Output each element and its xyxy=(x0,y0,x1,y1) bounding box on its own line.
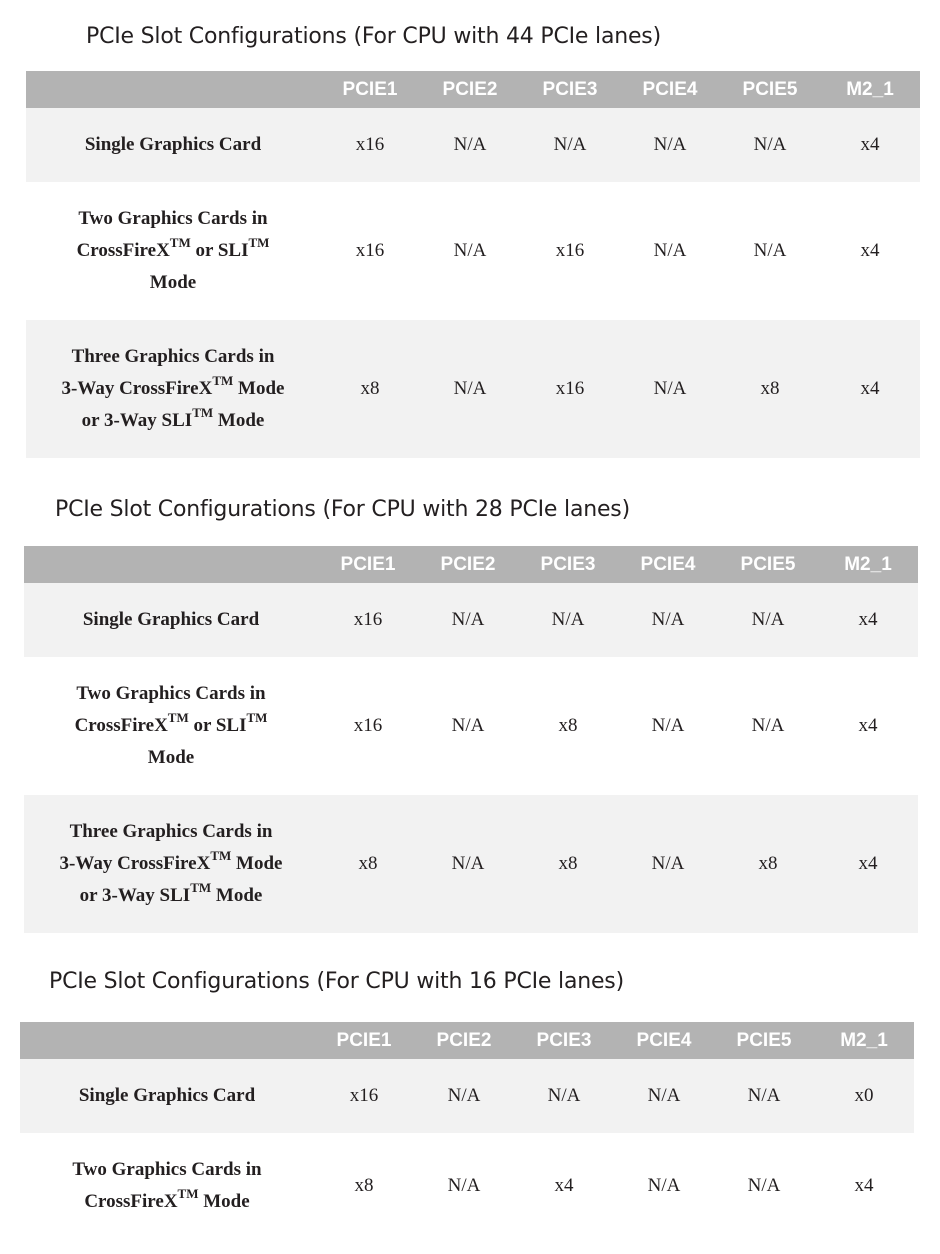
mode-line: CrossFireX™ Mode xyxy=(84,1185,250,1212)
value-cell: x16 xyxy=(520,320,620,458)
trademark-mark: TM xyxy=(246,709,268,725)
value-cell: N/A xyxy=(451,715,485,736)
value-cell: x8 xyxy=(718,795,818,933)
value-cell: x4 xyxy=(820,320,920,458)
table-header-row xyxy=(20,1022,914,1059)
trademark-mark: TM xyxy=(167,709,189,725)
value-cell: N/A xyxy=(620,320,720,458)
trademark-mark: TM xyxy=(248,234,270,250)
value-cell: x4 xyxy=(554,1175,574,1196)
mode-line: Mode xyxy=(149,272,197,293)
value-cell: N/A xyxy=(751,715,785,736)
table-row xyxy=(24,583,918,657)
value-cell: N/A xyxy=(420,320,520,458)
value-cell: N/A xyxy=(453,240,487,261)
header-cell xyxy=(20,1022,314,1059)
header-cell: PCIE1 xyxy=(318,546,418,583)
value-cell: x16 xyxy=(555,240,585,261)
value-cell: N/A xyxy=(753,240,787,261)
value-cell: x16 xyxy=(318,583,418,657)
trademark-mark: TM xyxy=(192,404,214,420)
config-table xyxy=(24,546,918,933)
value-cell: N/A xyxy=(718,583,818,657)
trademark-mark: TM xyxy=(210,847,232,863)
value-cell: N/A xyxy=(747,1175,781,1196)
mode-cell xyxy=(24,583,318,657)
value-cell: N/A xyxy=(720,108,820,182)
value-cell: x16 xyxy=(355,240,385,261)
value-cell: N/A xyxy=(651,715,685,736)
header-cell: M2_1 xyxy=(814,1022,914,1059)
value-cell: x16 xyxy=(353,715,383,736)
header-cell: M2_1 xyxy=(820,71,920,108)
trademark-mark: TM xyxy=(190,879,212,895)
value-cell: N/A xyxy=(520,108,620,182)
value-cell: N/A xyxy=(414,1059,514,1133)
mode-line: or 3-Way SLI™ Mode xyxy=(79,879,263,906)
mode-cell xyxy=(24,795,318,933)
header-cell: PCIE3 xyxy=(514,1022,614,1059)
value-cell: x4 xyxy=(860,240,880,261)
mode-line: Single Graphics Card xyxy=(84,134,262,155)
value-cell: x4 xyxy=(858,715,878,736)
table-row xyxy=(26,108,920,182)
value-cell: x4 xyxy=(818,795,918,933)
value-cell: x8 xyxy=(518,795,618,933)
value-cell: N/A xyxy=(447,1175,481,1196)
value-cell: x8 xyxy=(558,715,578,736)
header-cell: PCIE4 xyxy=(620,71,720,108)
value-cell: x8 xyxy=(320,320,420,458)
mode-line: or 3-Way SLI™ Mode xyxy=(81,404,265,431)
value-cell: N/A xyxy=(614,1059,714,1133)
value-cell: N/A xyxy=(418,795,518,933)
table-row xyxy=(26,182,920,320)
value-cell: N/A xyxy=(653,240,687,261)
value-cell: x4 xyxy=(854,1175,874,1196)
value-cell: N/A xyxy=(618,583,718,657)
mode-line: CrossFireX™ or SLI™ xyxy=(74,709,268,736)
value-cell: N/A xyxy=(714,1059,814,1133)
config-table xyxy=(20,1022,914,1239)
value-cell: x8 xyxy=(720,320,820,458)
mode-line: 3-Way CrossFireX™ Mode xyxy=(59,847,283,874)
value-cell: x16 xyxy=(314,1059,414,1133)
table-row xyxy=(24,795,918,933)
table-row xyxy=(20,1133,914,1239)
header-cell: PCIE3 xyxy=(518,546,618,583)
mode-line: CrossFireX™ or SLI™ xyxy=(76,234,270,261)
mode-cell xyxy=(26,182,320,320)
header-cell: PCIE5 xyxy=(714,1022,814,1059)
header-cell xyxy=(26,71,320,108)
header-cell: PCIE2 xyxy=(420,71,520,108)
mode-line: Single Graphics Card xyxy=(78,1085,256,1106)
value-cell: N/A xyxy=(418,583,518,657)
mode-cell xyxy=(20,1059,314,1133)
table-row xyxy=(24,657,918,795)
mode-line: Two Graphics Cards in xyxy=(78,208,268,229)
mode-line: Two Graphics Cards in xyxy=(76,683,266,704)
header-cell: PCIE5 xyxy=(718,546,818,583)
value-cell: N/A xyxy=(620,108,720,182)
mode-line: 3-Way CrossFireX™ Mode xyxy=(61,372,285,399)
table-header-row xyxy=(24,546,918,583)
header-cell: M2_1 xyxy=(818,546,918,583)
header-cell: PCIE4 xyxy=(614,1022,714,1059)
section-title: PCIe Slot Configurations (For CPU with 44 PCIe lanes) xyxy=(86,24,661,49)
mode-line: Mode xyxy=(147,747,195,768)
value-cell: x0 xyxy=(814,1059,914,1133)
value-cell: N/A xyxy=(420,108,520,182)
value-cell: N/A xyxy=(514,1059,614,1133)
table-row xyxy=(26,320,920,458)
mode-cell xyxy=(20,1133,314,1239)
trademark-mark: TM xyxy=(212,372,234,388)
trademark-mark: TM xyxy=(169,234,191,250)
header-cell: PCIE3 xyxy=(520,71,620,108)
config-table xyxy=(26,71,920,458)
value-cell: x16 xyxy=(320,108,420,182)
mode-line: Single Graphics Card xyxy=(82,609,260,630)
header-cell: PCIE2 xyxy=(414,1022,514,1059)
mode-cell xyxy=(26,320,320,458)
header-cell: PCIE5 xyxy=(720,71,820,108)
value-cell: x4 xyxy=(820,108,920,182)
mode-line: Three Graphics Cards in xyxy=(69,821,273,842)
mode-line: Three Graphics Cards in xyxy=(71,346,275,367)
value-cell: N/A xyxy=(647,1175,681,1196)
trademark-mark: TM xyxy=(177,1185,199,1201)
value-cell: N/A xyxy=(518,583,618,657)
mode-cell xyxy=(26,108,320,182)
table-header-row xyxy=(26,71,920,108)
header-cell: PCIE4 xyxy=(618,546,718,583)
header-cell: PCIE2 xyxy=(418,546,518,583)
section-title: PCIe Slot Configurations (For CPU with 28 PCIe lanes) xyxy=(55,497,630,522)
value-cell: N/A xyxy=(618,795,718,933)
value-cell: x4 xyxy=(818,583,918,657)
section-title: PCIe Slot Configurations (For CPU with 16 PCIe lanes) xyxy=(49,969,624,994)
value-cell: x8 xyxy=(318,795,418,933)
header-cell xyxy=(24,546,318,583)
mode-line: Two Graphics Cards in xyxy=(72,1159,262,1180)
mode-cell xyxy=(24,657,318,795)
header-cell: PCIE1 xyxy=(320,71,420,108)
table-row xyxy=(20,1059,914,1133)
header-cell: PCIE1 xyxy=(314,1022,414,1059)
value-cell: x8 xyxy=(354,1175,374,1196)
